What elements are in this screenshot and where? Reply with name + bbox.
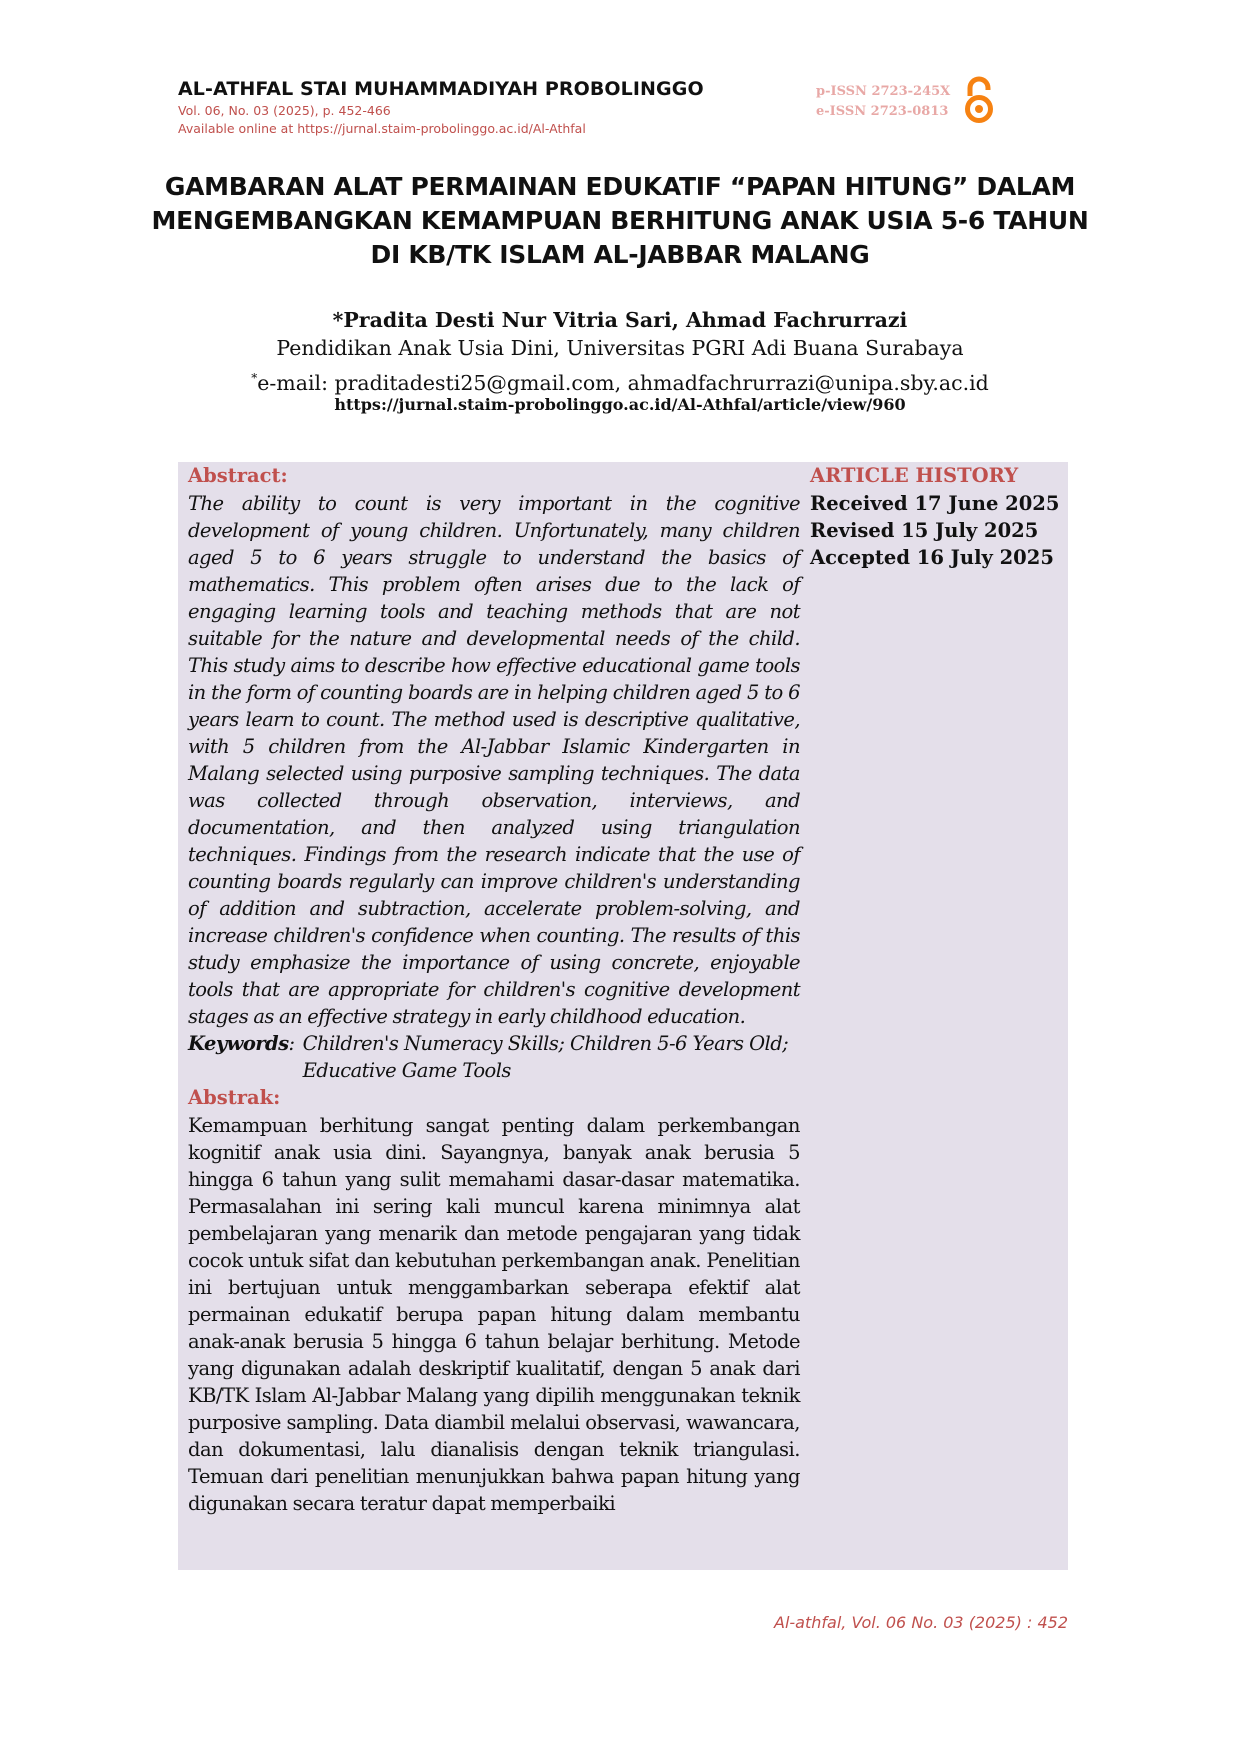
article-history-heading: ARTICLE HISTORY [810, 464, 1019, 487]
revised-date: Revised 15 July 2025 [810, 519, 1039, 542]
author-affiliation: Pendidikan Anak Usia Dini, Universitas PGRI Adi Buana Surabaya [276, 336, 964, 360]
abstrak-text: Kemampuan berhitung sangat penting dalam perkembangan kognitif anak usia dini. Sayangnya, banyak anak berusia 5 hingga 6 tahun yang sulit memahami dasar-dasar matematika. Permasalahan ini sering kali muncul karena minimnya alat pembelajaran yang menarik dan metode pengajaran yang tidak cocok untuk sifat dan kebutuhan perkembangan anak. Penelitian ini bertujuan untuk menggambarkan seberapa efektif alat permainan edukatif berupa papan hitung dalam membantu anak-anak berusia 5 hingga 6 tahun belajar berhitung. Metode yang digunakan adalah deskriptif kualitatif, dengan 5 anak dari KB/TK Islam Al-Jabbar Malang yang dipilih menggunakan teknik purposive sampling. Data diambil melalui observasi, wawancara, dan dokumentasi, lalu dianalisis dengan teknik triangulasi. Temuan dari penelitian menunjukkan bahwa papan hitung yang digunakan secara teratur dapat memperbaiki [188, 1114, 800, 1515]
open-access-icon [962, 74, 996, 124]
keywords-row [188, 1030, 800, 1084]
article-url[interactable]: https://jurnal.staim-probolinggo.ac.id/Al-Athfal/article/view/960 [334, 395, 906, 414]
article-history [810, 462, 1060, 571]
abstract-box [178, 462, 1068, 1570]
abstract-heading: Abstract: [188, 464, 288, 487]
page-footer: Al-athfal, Vol. 06 No. 03 (2025) : 452 [774, 1613, 1068, 1632]
corresponding-marker: * [251, 371, 258, 385]
abstract-column [188, 462, 800, 1517]
keywords-colon: : [288, 1032, 295, 1055]
volume-line: Vol. 06, No. 03 (2025), p. 452-466 [178, 103, 391, 118]
email-text: e-mail: praditadesti25@gmail.com, ahmadfachrurrazi@unipa.sby.ac.id [257, 371, 989, 395]
p-issn: p-ISSN 2723-245X [816, 84, 951, 99]
abstrak-heading: Abstrak: [188, 1086, 281, 1109]
article-title: GAMBARAN ALAT PERMAINAN EDUKATIF “PAPAN HITUNG” DALAM MENGEMBANGKAN KEMAMPUAN BERHITUNG ANAK USIA 5-6 TAHUN DI KB/TK ISLAM AL-JABBAR MALANG [151, 172, 1089, 269]
abstract-text: The ability to count is very important in the cognitive development of young children. Unfortunately, many children aged 5 to 6 years struggle to understand the basics of mathematics. This problem often arises due to the lack of engaging learning tools and teaching methods that are not suitable for the nature and developmental needs of the child. This study aims to describe how effective educational game tools in the form of counting boards are in helping children aged 5 to 6 years learn to count. The method used is descriptive qualitative, with 5 children from the Al-Jabbar Islamic Kindergarten in Malang selected using purposive sampling techniques. The data was collected through observation, interviews, and documentation, and then analyzed using triangulation techniques. Findings from the research indicate that the use of counting boards regularly can improve children's understanding of addition and subtraction, accelerate problem-solving, and increase children's confidence when counting. The results of this study emphasize the importance of using concrete, enjoyable tools that are appropriate for children's cognitive development stages as an effective strategy in early childhood education. [188, 492, 800, 1028]
issn-block [816, 82, 950, 122]
received-date: Received 17 June 2025 [810, 492, 1060, 515]
online-availability-line: Available online at https://jurnal.staim-probolinggo.ac.id/Al-Athfal [178, 121, 586, 136]
keywords-label-text: Keywords [188, 1032, 289, 1055]
keywords-text: Children's Numeracy Skills; Children 5-6 Years Old; Educative Game Tools [302, 1032, 789, 1082]
journal-name: AL-ATHFAL STAI MUHAMMADIYAH PROBOLINGGO [178, 78, 704, 100]
author-list: *Pradita Desti Nur Vitria Sari, Ahmad Fachrurrazi [332, 308, 908, 332]
accepted-date: Accepted 16 July 2025 [810, 546, 1054, 569]
e-issn: e-ISSN 2723-0813 [816, 104, 949, 119]
journal-header [178, 76, 778, 138]
keywords-label [188, 1030, 295, 1084]
